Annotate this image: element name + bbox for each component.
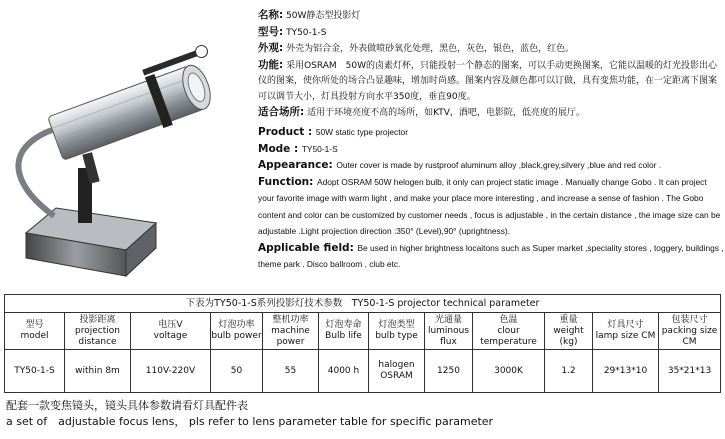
product-photo <box>6 18 236 280</box>
cn-applicable-line: 适合场所: 适用于环境亮度不高的场所，如KTV，酒吧，电影院，低亮度的展厅。 <box>258 106 585 118</box>
table-title: 下表为TY50-1-S系列投影灯技术参数 TY50-1-S projector technical parameter <box>5 295 721 313</box>
table-cell: 3000K <box>473 350 545 393</box>
spec-table <box>4 294 721 393</box>
header-cell: 电压V voltage <box>131 313 211 350</box>
table-cell: halogen OSRAM <box>369 350 425 393</box>
table-cell: 55 <box>263 350 319 393</box>
cn-model-line: 型号: TY50-1-S <box>258 25 327 38</box>
english-description <box>258 124 724 273</box>
table-cell: 35*21*13 <box>659 350 721 393</box>
en-mode-line: Mode : TY50-1-S <box>258 142 338 155</box>
table-title-row <box>5 295 721 313</box>
header-cell: 整机功率 machine power <box>263 313 319 350</box>
table-cell: 29*13*10 <box>593 350 659 393</box>
header-cell: 灯具尺寸 lamp size CM <box>593 313 659 350</box>
header-cell: 灯泡类型 bulb type <box>369 313 425 350</box>
chinese-description <box>258 8 722 122</box>
en-applicable-line: Applicable field: Be used in higher brightness locaitons such as Super market ,speciality stores , toggery, buildings , theme park . Disco ballroom , club etc. <box>258 241 724 269</box>
header-cell: 色温 clour temperature <box>473 313 545 350</box>
footer-en: a set of adjustable focus lens， pls refer to lens parameter table for specific parameter <box>6 415 494 428</box>
table-cell: within 8m <box>65 350 131 393</box>
footer-cn: 配套一款变焦镜头，镜头具体参数请看灯具配件表 <box>6 399 248 412</box>
cn-appearance-line: 外观: 外壳为铝合金，外表做喷砂氧化处理，黑色，灰色，银色，蓝色，红色。 <box>258 42 575 54</box>
header-cell: 包装尺寸 packing size CM <box>659 313 721 350</box>
header-cell: 灯泡寿命 Bulb life <box>319 313 369 350</box>
cn-function-line: 功能: 采用OSRAM 50W的卤素灯杯，只能投射一个静态的图案，可以手动更换图案，它能以温暖的灯光投影出心仪的图案，使你所处的场合凸显趣味，增加时尚感。图案内容及颜色都可以订做，具有变焦功能，在一定距离下图案可以调节大小，灯具投射方向水平350度，垂直90度。 <box>258 58 718 102</box>
table-cell: 1.2 <box>545 350 593 393</box>
table-cell: 1250 <box>425 350 473 393</box>
table-cell: TY50-1-S <box>5 350 65 393</box>
header-cell: 光通量 luminous flux <box>425 313 473 350</box>
header-cell: 型号 model <box>5 313 65 350</box>
header-cell: 投影距离 projection distance <box>65 313 131 350</box>
header-cell: 灯泡功率 bulb power <box>211 313 263 350</box>
en-appearance-line: Appearance: Outer cover is made by rustproof aluminum alloy ,black,grey,silvery ,blue and red color . <box>258 159 662 171</box>
footer-note <box>6 398 493 430</box>
cn-name-line: 名称: 50W静态型投影灯 <box>258 9 361 21</box>
header-cell: 重量 weight (kg) <box>545 313 593 350</box>
table-cell: 110V-220V <box>131 350 211 393</box>
table-header-row <box>5 313 721 350</box>
en-function-line: Function: Adopt OSRAM 50W helogen bulb, it only can project static image . Manually change Gobo . It can project your favorite image with warm light , and make your place more interesting , and increase a sense of fashion . The Gobo content and color can be customized by customer needs , focus is adjustable , in the certain distance , the image size can be adjustable .Light projection direction :350° (Level),90° (uprightness). <box>258 175 721 236</box>
en-product-line: Product : 50W static type projector <box>258 126 409 138</box>
table-row <box>5 350 721 393</box>
table-cell: 50 <box>211 350 263 393</box>
table-cell: 4000 h <box>319 350 369 393</box>
